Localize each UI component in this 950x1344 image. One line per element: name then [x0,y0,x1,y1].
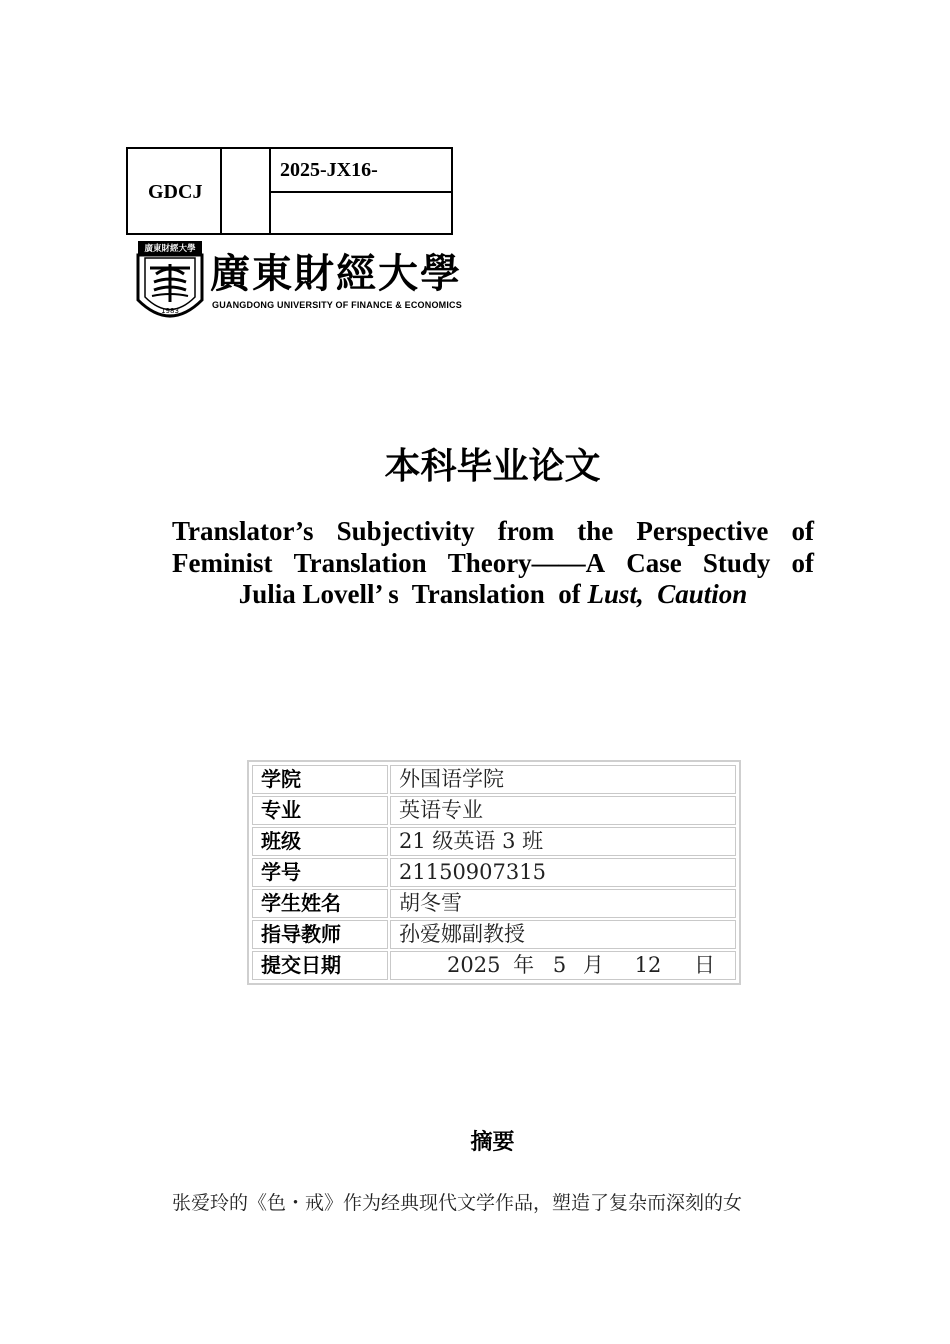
submission-date-label: 提交日期 [252,951,388,980]
university-name-cn: 廣東財經大學 [210,250,462,297]
title-word: Study [702,547,771,578]
title-line-3-prefix: Julia Lovell’ s Translation of [238,579,588,609]
table-row [252,827,736,856]
university-logo [136,240,466,328]
title-line-2 [172,548,814,580]
abstract-text: 张爱玲的《色・戒》作为经典现代文学作品，塑造了复杂而深刻的女 [172,1192,743,1214]
title-word: Case [626,547,682,578]
document-code-box [126,147,453,235]
student-name-label: 学生姓名 [252,889,388,918]
major-value: 英语专业 [390,796,736,825]
title-work-name: Lust, Caution [587,579,748,609]
code-box-divider [220,149,222,233]
title-line-3 [172,579,814,611]
college-value: 外国语学院 [390,765,736,794]
code-prefix: GDCJ [148,181,203,203]
title-word: of [791,547,814,578]
advisor-label: 指导教师 [252,920,388,949]
student-info-table [247,760,741,985]
title-word: Translator’s [172,516,314,546]
class-value: 21 级英语 3 班 [390,827,736,856]
date-month: 5 [552,953,567,977]
title-word: the [577,516,614,546]
seal-year: 1983 [161,307,179,315]
university-seal-icon [136,240,204,328]
college-label: 学院 [252,765,388,794]
abstract-heading: 摘要 [470,1130,515,1155]
student-id-value: 21150907315 [390,858,736,887]
date-year-unit: 年 [513,953,535,977]
class-label: 班级 [252,827,388,856]
date-month-unit: 月 [582,953,604,977]
thesis-title-en [172,516,814,611]
advisor-value: 孙爱娜副教授 [390,920,736,949]
title-word: Feminist [172,547,273,578]
date-day-unit: 日 [694,953,715,977]
table-row [252,765,736,794]
table-row [252,858,736,887]
title-line-1 [172,516,814,548]
major-label: 专业 [252,796,388,825]
date-day: 12 [634,953,662,977]
title-word: Theory——A [447,547,606,578]
seal-top-text: 廣東財經大學 [144,244,196,254]
title-word: Subjectivity [336,516,475,546]
table-row [252,920,736,949]
code-number: 2025-JX16- [280,159,378,181]
title-word: Perspective [636,516,769,546]
code-box-divider [271,191,451,193]
table-row [252,951,736,980]
date-year: 2025 [447,953,501,977]
thesis-type-title: 本科毕业论文 [384,446,601,487]
title-word: from [497,516,555,546]
student-id-label: 学号 [252,858,388,887]
university-name-en: GUANGDONG UNIVERSITY OF FINANCE & ECONOMICS [212,300,462,310]
table-row [252,889,736,918]
table-row [252,796,736,825]
submission-date-value [390,951,736,980]
student-name-value: 胡冬雪 [390,889,736,918]
title-word: Translation [293,547,427,578]
title-word: of [791,516,814,546]
